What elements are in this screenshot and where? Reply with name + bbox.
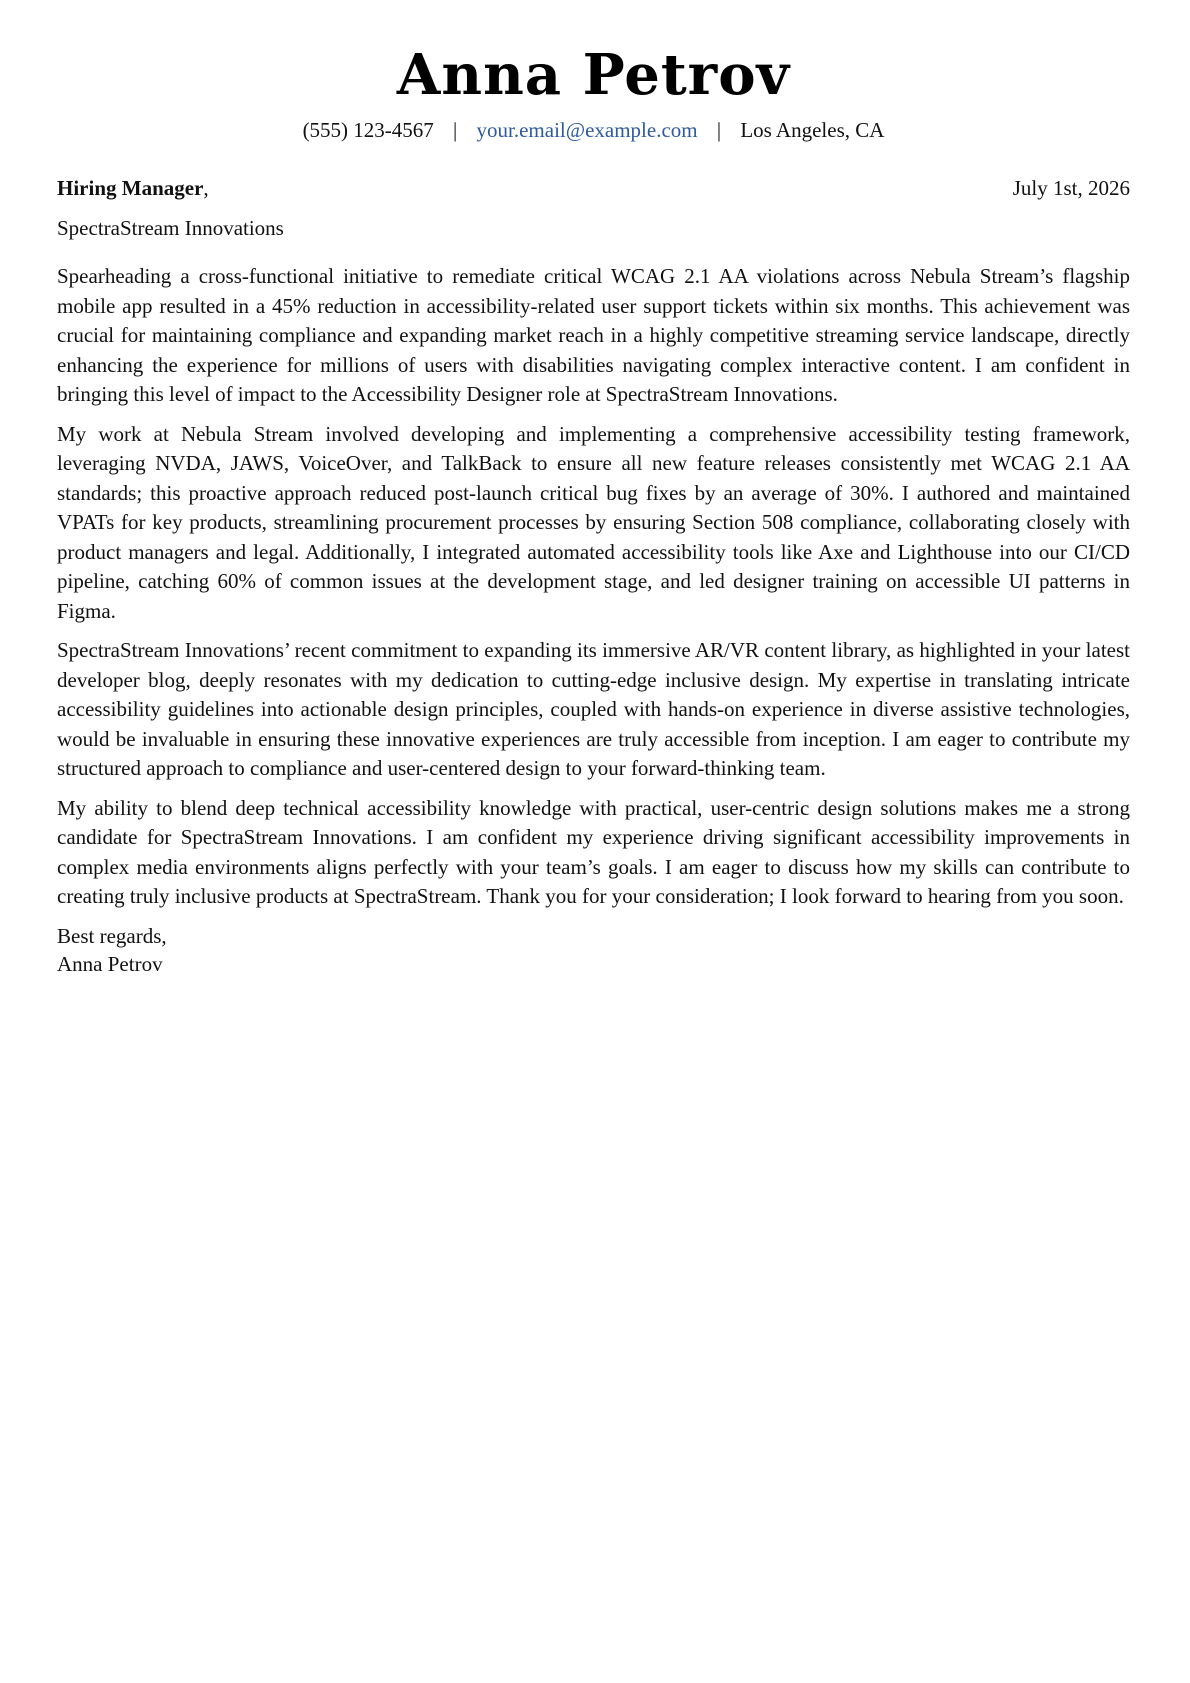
closing-phrase: Best regards, (57, 923, 167, 948)
company-name: SpectraStream Innovations (57, 216, 284, 240)
email-link[interactable]: your.email@example.com (476, 118, 698, 142)
location: Los Angeles, CA (740, 118, 885, 142)
applicant-name: Anna Petrov (396, 42, 791, 108)
salutation-row (57, 174, 1130, 202)
recipient (57, 174, 209, 202)
body-paragraph: Spearheading a cross-functional initiative to remediate critical WCAG 2.1 AA violations across Nebula Stream’s flagship mobile app resulted in a 45% reduction in accessibility-related user support tickets within six months. This achievement was crucial for maintaining compliance and expanding market reach in a highly competitive streaming service landscape, directly enhancing the experience for millions of users with disabilities navigating complex interactive content. I am confident in bringing this level of impact to the Accessibility Designer role at SpectraStream Innovations. (57, 264, 1130, 406)
recipient-name: Hiring Manager (57, 176, 204, 200)
closing-block (57, 922, 1130, 978)
recipient-comma: , (203, 176, 209, 200)
separator: | (716, 118, 722, 142)
phone-number: (555) 123-4567 (302, 118, 434, 142)
body-paragraph: My work at Nebula Stream involved developing and implementing a comprehensive accessibility testing framework, leveraging NVDA, JAWS, VoiceOver, and TalkBack to ensure all new feature releases consistently met WCAG 2.1 AA standards; this proactive approach reduced post-launch critical bug fixes by an average of 30%. I authored and maintained VPATs for key products, streamlining procurement processes by ensuring Section 508 compliance, collaborating closely with product managers and legal. Additionally, I integrated automated accessibility tools like Axe and Lighthouse into our CI/CD pipeline, catching 60% of common issues at the development stage, and led designer training on accessible UI patterns in Figma. (57, 421, 1130, 623)
body-paragraph: SpectraStream Innovations’ recent commitment to expanding its immersive AR/VR content library, as highlighted in your latest developer blog, deeply resonates with my dedication to cutting-edge inclusive design. My expertise in translating intricate accessibility guidelines into actionable design principles, coupled with hands-on experience in diverse assistive technologies, would be invaluable in ensuring these innovative experiences are truly accessible from inception. I am eager to contribute my structured approach to compliance and user-centered design to your forward-thinking team. (57, 638, 1130, 780)
signature-name: Anna Petrov (57, 951, 163, 976)
letter-body (57, 262, 1130, 912)
body-paragraph: My ability to blend deep technical accessibility knowledge with practical, user-centric design solutions makes me a strong candidate for SpectraStream Innovations. I am confident my experience driving significant accessibility improvements in complex media environments aligns perfectly with your team’s goals. I am eager to discuss how my skills can contribute to creating truly inclusive products at SpectraStream. Thank you for your consideration; I look forward to hearing from you soon. (57, 795, 1130, 908)
contact-line (57, 116, 1130, 144)
letter-date: July 1st, 2026 (1012, 176, 1130, 200)
cover-letter-page (57, 0, 1130, 978)
separator: | (453, 118, 458, 142)
